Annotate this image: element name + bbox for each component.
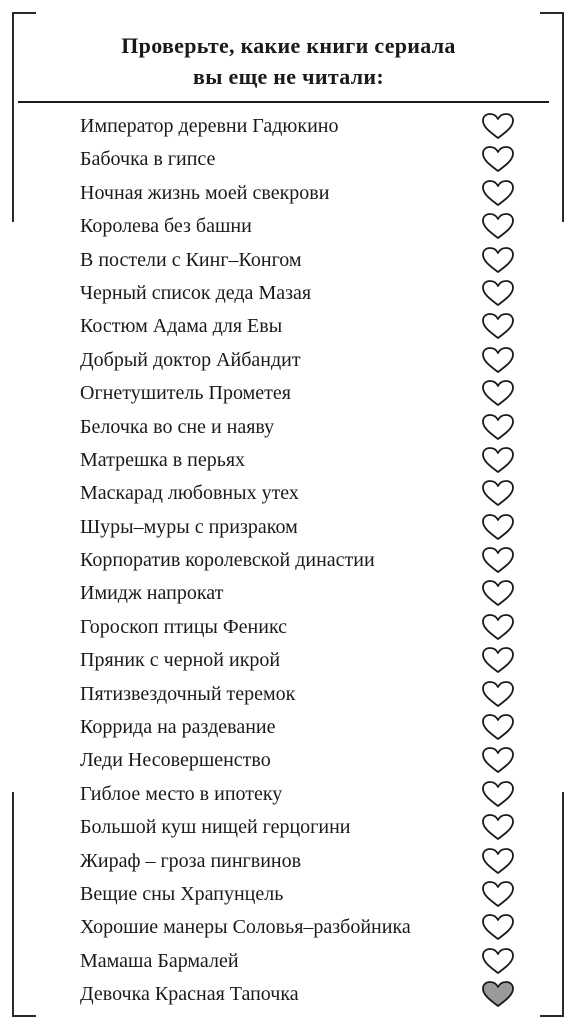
book-title: Пятизвездочный теремок: [80, 682, 296, 705]
book-title: Леди Несовершенство: [80, 749, 271, 772]
book-title: Мамаша Бармалей: [80, 949, 239, 972]
book-item: [0, 910, 577, 943]
heart-outline-icon[interactable]: [481, 246, 515, 274]
book-title: Вещие сны Храпунцель: [80, 882, 284, 905]
heart-outline-icon[interactable]: [481, 513, 515, 541]
book-item: [0, 877, 577, 910]
book-item: [0, 710, 577, 743]
book-item: [0, 410, 577, 443]
book-title: Маскарад любовных утех: [80, 482, 299, 505]
heart-outline-icon[interactable]: [481, 312, 515, 340]
book-checklist: [0, 109, 577, 1011]
book-item: [0, 643, 577, 676]
book-item: [0, 343, 577, 376]
title-line-2: вы еще не читали:: [193, 64, 384, 89]
heart-outline-icon[interactable]: [481, 346, 515, 374]
heart-filled-icon[interactable]: [481, 980, 515, 1008]
heart-outline-icon[interactable]: [481, 780, 515, 808]
book-title: Пряник с черной икрой: [80, 649, 281, 672]
heart-outline-icon[interactable]: [481, 713, 515, 741]
title-line-1: Проверьте, какие книги сериала: [121, 33, 456, 58]
book-item: [0, 743, 577, 776]
header-divider: [18, 101, 549, 103]
book-title: Большой куш нищей герцогини: [80, 816, 351, 839]
book-item: [0, 209, 577, 242]
book-item: [0, 777, 577, 810]
book-title: Гиблое место в ипотеку: [80, 782, 283, 805]
book-title: Жираф – гроза пингвинов: [80, 849, 302, 872]
heart-outline-icon[interactable]: [481, 145, 515, 173]
heart-outline-icon[interactable]: [481, 613, 515, 641]
frame-top-left-horizontal: [12, 12, 36, 14]
book-title: Бабочка в гипсе: [80, 148, 216, 171]
book-title: Огнетушитель Прометея: [80, 382, 291, 405]
heart-outline-icon[interactable]: [481, 880, 515, 908]
book-title: Имидж напрокат: [80, 582, 224, 605]
book-item: [0, 977, 577, 1010]
book-item: [0, 476, 577, 509]
book-title: Коррида на раздевание: [80, 716, 276, 739]
heart-outline-icon[interactable]: [481, 947, 515, 975]
book-item: [0, 576, 577, 609]
heart-outline-icon[interactable]: [481, 847, 515, 875]
book-item: [0, 944, 577, 977]
book-item: [0, 677, 577, 710]
book-item: [0, 510, 577, 543]
book-title: Гороскоп птицы Феникс: [80, 615, 288, 638]
book-item: [0, 309, 577, 342]
book-title: Хорошие манеры Соловья–разбойника: [80, 916, 411, 939]
book-title: Корпоратив королевской династии: [80, 549, 375, 572]
heart-outline-icon[interactable]: [481, 813, 515, 841]
book-title: Черный список деда Мазая: [80, 281, 312, 304]
book-title: Костюм Адама для Евы: [80, 315, 283, 338]
book-item: [0, 844, 577, 877]
heart-outline-icon[interactable]: [481, 112, 515, 140]
frame-bottom-left-horizontal: [12, 1015, 36, 1017]
heart-outline-icon[interactable]: [481, 279, 515, 307]
book-title: В постели с Кинг–Конгом: [80, 248, 302, 271]
book-item: [0, 610, 577, 643]
book-title: Добрый доктор Айбандит: [80, 348, 301, 371]
book-item: [0, 243, 577, 276]
book-title: Белочка во сне и наяву: [80, 415, 275, 438]
book-title: Император деревни Гадюкино: [80, 115, 339, 137]
frame-top-right-horizontal: [540, 12, 564, 14]
book-item: [0, 443, 577, 476]
book-item: [0, 109, 577, 142]
book-title: Ночная жизнь моей свекрови: [80, 181, 330, 204]
book-title: Шуры–муры с призраком: [80, 515, 298, 538]
book-title: Девочка Красная Тапочка: [80, 983, 299, 1006]
heart-outline-icon[interactable]: [481, 546, 515, 574]
book-item: [0, 810, 577, 843]
heart-outline-icon[interactable]: [481, 579, 515, 607]
book-item: [0, 176, 577, 209]
book-item: [0, 543, 577, 576]
heart-outline-icon[interactable]: [481, 413, 515, 441]
heart-outline-icon[interactable]: [481, 680, 515, 708]
heart-outline-icon[interactable]: [481, 212, 515, 240]
heart-outline-icon[interactable]: [481, 179, 515, 207]
book-item: [0, 276, 577, 309]
book-item: [0, 376, 577, 409]
heart-outline-icon[interactable]: [481, 379, 515, 407]
heart-outline-icon[interactable]: [481, 646, 515, 674]
book-title: Королева без башни: [80, 215, 252, 238]
frame-bottom-right-horizontal: [540, 1015, 564, 1017]
page-title: [0, 30, 577, 92]
book-item: [0, 142, 577, 175]
heart-outline-icon[interactable]: [481, 746, 515, 774]
book-title: Матрешка в перьях: [80, 448, 246, 471]
heart-outline-icon[interactable]: [481, 446, 515, 474]
heart-outline-icon[interactable]: [481, 913, 515, 941]
heart-outline-icon[interactable]: [481, 479, 515, 507]
